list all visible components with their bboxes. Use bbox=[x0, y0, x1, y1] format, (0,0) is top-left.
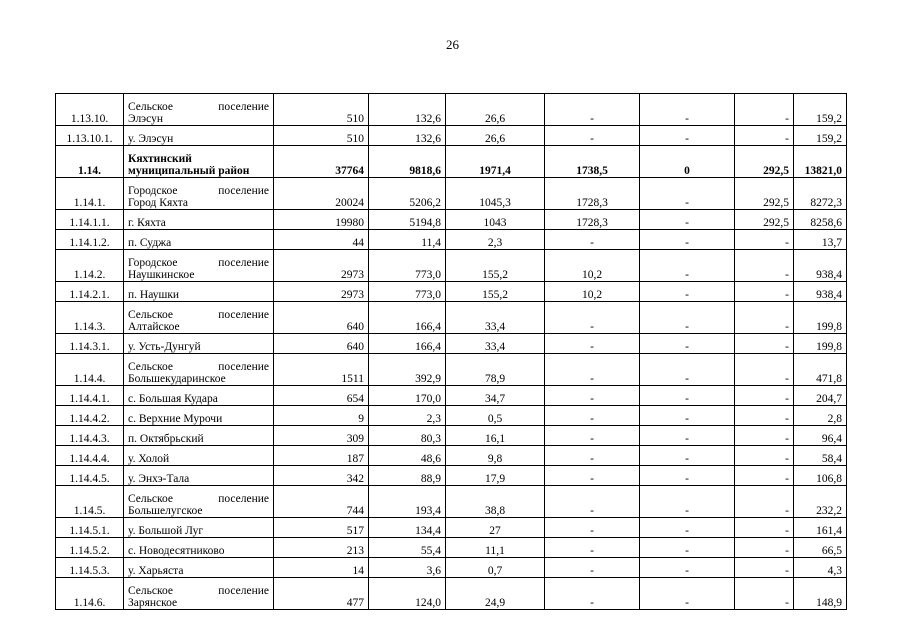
value-cell-3: 2,3 bbox=[446, 230, 545, 250]
table-row bbox=[56, 282, 847, 302]
value-cell-2: 134,4 bbox=[369, 518, 446, 538]
population-cell: 37764 bbox=[274, 146, 369, 178]
value-cell-3: 0,5 bbox=[446, 406, 545, 426]
value-cell-6: - bbox=[735, 230, 794, 250]
row-name: с. Верхние Мурочи bbox=[124, 406, 274, 426]
value-cell-6: - bbox=[735, 486, 794, 518]
value-cell-3: 16,1 bbox=[446, 426, 545, 446]
value-cell-4: - bbox=[545, 558, 640, 578]
row-code: 1.14.1. bbox=[56, 178, 124, 210]
table-row bbox=[56, 538, 847, 558]
name-word: поселение bbox=[218, 585, 269, 597]
value-cell-5: - bbox=[640, 334, 735, 354]
value-cell-2: 170,0 bbox=[369, 386, 446, 406]
value-cell-3: 26,6 bbox=[446, 126, 545, 146]
row-name: п. Суджа bbox=[124, 230, 274, 250]
value-cell-3: 78,9 bbox=[446, 354, 545, 386]
value-cell-2: 11,4 bbox=[369, 230, 446, 250]
value-cell-2: 132,6 bbox=[369, 126, 446, 146]
value-cell-2: 55,4 bbox=[369, 538, 446, 558]
name-word: Кяхтинский bbox=[128, 153, 192, 165]
name-line: Большекударинское bbox=[128, 373, 226, 385]
value-cell-6: - bbox=[735, 578, 794, 610]
row-code: 1.14.2. bbox=[56, 250, 124, 282]
value-cell-3: 11,1 bbox=[446, 538, 545, 558]
value-cell-2: 5194,8 bbox=[369, 210, 446, 230]
value-cell-3: 155,2 bbox=[446, 282, 545, 302]
value-cell-3: 155,2 bbox=[446, 250, 545, 282]
value-cell-5: - bbox=[640, 210, 735, 230]
row-code: 1.14.2.1. bbox=[56, 282, 124, 302]
value-cell-6: - bbox=[735, 426, 794, 446]
table-row bbox=[56, 466, 847, 486]
row-name: у. Большой Луг bbox=[124, 518, 274, 538]
table-row bbox=[56, 146, 847, 178]
population-cell: 510 bbox=[274, 126, 369, 146]
value-cell-6: - bbox=[735, 334, 794, 354]
value-cell-5: - bbox=[640, 94, 735, 126]
row-name bbox=[124, 146, 274, 178]
name-line: Зарянское bbox=[128, 597, 178, 609]
value-cell-2: 9818,6 bbox=[369, 146, 446, 178]
value-cell-2: 773,0 bbox=[369, 250, 446, 282]
name-word: Городское bbox=[128, 257, 178, 269]
population-cell: 309 bbox=[274, 426, 369, 446]
row-code: 1.14. bbox=[56, 146, 124, 178]
value-cell-4: - bbox=[545, 486, 640, 518]
value-cell-4: - bbox=[545, 354, 640, 386]
value-cell-2: 48,6 bbox=[369, 446, 446, 466]
value-cell-4: 10,2 bbox=[545, 250, 640, 282]
row-code: 1.14.5.1. bbox=[56, 518, 124, 538]
row-name bbox=[124, 94, 274, 126]
row-code: 1.14.5.2. bbox=[56, 538, 124, 558]
row-code: 1.14.3.1. bbox=[56, 334, 124, 354]
table-row bbox=[56, 334, 847, 354]
value-cell-6: - bbox=[735, 126, 794, 146]
name-word: Сельское bbox=[128, 493, 174, 505]
total-cell: 4,3 bbox=[794, 558, 847, 578]
value-cell-2: 124,0 bbox=[369, 578, 446, 610]
total-cell: 159,2 bbox=[794, 126, 847, 146]
row-code: 1.14.1.1. bbox=[56, 210, 124, 230]
population-cell: 744 bbox=[274, 486, 369, 518]
value-cell-6: - bbox=[735, 538, 794, 558]
value-cell-2: 773,0 bbox=[369, 282, 446, 302]
value-cell-4: - bbox=[545, 446, 640, 466]
total-cell: 161,4 bbox=[794, 518, 847, 538]
value-cell-2: 132,6 bbox=[369, 94, 446, 126]
population-cell: 640 bbox=[274, 302, 369, 334]
value-cell-5: - bbox=[640, 558, 735, 578]
page-number: 26 bbox=[446, 37, 459, 52]
row-name: п. Октябрьский bbox=[124, 426, 274, 446]
value-cell-5: - bbox=[640, 354, 735, 386]
row-code: 1.14.1.2. bbox=[56, 230, 124, 250]
value-cell-3: 27 bbox=[446, 518, 545, 538]
row-name: у. Энхэ-Тала bbox=[124, 466, 274, 486]
value-cell-2: 193,4 bbox=[369, 486, 446, 518]
row-code: 1.13.10. bbox=[56, 94, 124, 126]
row-code: 1.14.4. bbox=[56, 354, 124, 386]
value-cell-3: 24,9 bbox=[446, 578, 545, 610]
table-row bbox=[56, 230, 847, 250]
total-cell: 471,8 bbox=[794, 354, 847, 386]
row-name: г. Кяхта bbox=[124, 210, 274, 230]
value-cell-5: - bbox=[640, 426, 735, 446]
value-cell-4: - bbox=[545, 230, 640, 250]
value-cell-3: 26,6 bbox=[446, 94, 545, 126]
row-name: с. Большая Кудара bbox=[124, 386, 274, 406]
total-cell: 13821,0 bbox=[794, 146, 847, 178]
name-word: Сельское bbox=[128, 361, 174, 373]
table-row bbox=[56, 178, 847, 210]
row-name: у. Холой bbox=[124, 446, 274, 466]
name-word: поселение bbox=[218, 101, 269, 113]
population-cell: 517 bbox=[274, 518, 369, 538]
value-cell-2: 166,4 bbox=[369, 334, 446, 354]
value-cell-6: - bbox=[735, 518, 794, 538]
table-row bbox=[56, 446, 847, 466]
name-line: муниципальный район bbox=[128, 165, 250, 177]
value-cell-5: - bbox=[640, 230, 735, 250]
table-row bbox=[56, 406, 847, 426]
value-cell-5: - bbox=[640, 446, 735, 466]
value-cell-6: 292,5 bbox=[735, 178, 794, 210]
row-name bbox=[124, 578, 274, 610]
table-row bbox=[56, 354, 847, 386]
value-cell-4: - bbox=[545, 426, 640, 446]
value-cell-3: 1971,4 bbox=[446, 146, 545, 178]
table-row bbox=[56, 518, 847, 538]
name-word: Городское bbox=[128, 185, 178, 197]
row-code: 1.14.4.1. bbox=[56, 386, 124, 406]
total-cell: 13,7 bbox=[794, 230, 847, 250]
name-word: поселение bbox=[218, 185, 269, 197]
row-code: 1.14.5.3. bbox=[56, 558, 124, 578]
value-cell-4: - bbox=[545, 126, 640, 146]
table-body bbox=[56, 94, 847, 610]
value-cell-4: - bbox=[545, 518, 640, 538]
row-code: 1.14.6. bbox=[56, 578, 124, 610]
name-line: Алтайское bbox=[128, 321, 180, 333]
value-cell-4: - bbox=[545, 94, 640, 126]
value-cell-3: 33,4 bbox=[446, 302, 545, 334]
population-cell: 213 bbox=[274, 538, 369, 558]
value-cell-4: - bbox=[545, 334, 640, 354]
value-cell-5: - bbox=[640, 178, 735, 210]
name-word: Сельское bbox=[128, 101, 174, 113]
value-cell-5: - bbox=[640, 250, 735, 282]
total-cell: 199,8 bbox=[794, 302, 847, 334]
table-row bbox=[56, 486, 847, 518]
total-cell: 96,4 bbox=[794, 426, 847, 446]
name-word: поселение bbox=[218, 493, 269, 505]
value-cell-4: - bbox=[545, 302, 640, 334]
value-cell-2: 5206,2 bbox=[369, 178, 446, 210]
total-cell: 199,8 bbox=[794, 334, 847, 354]
value-cell-6: - bbox=[735, 250, 794, 282]
value-cell-4: - bbox=[545, 538, 640, 558]
value-cell-6: - bbox=[735, 354, 794, 386]
row-code: 1.14.4.3. bbox=[56, 426, 124, 446]
table-row bbox=[56, 386, 847, 406]
table-row bbox=[56, 578, 847, 610]
value-cell-5: - bbox=[640, 466, 735, 486]
name-word: поселение bbox=[218, 361, 269, 373]
total-cell: 8258,6 bbox=[794, 210, 847, 230]
row-name bbox=[124, 250, 274, 282]
name-word: поселение bbox=[218, 257, 269, 269]
table-row bbox=[56, 126, 847, 146]
value-cell-6: - bbox=[735, 94, 794, 126]
name-word: Сельское bbox=[128, 585, 174, 597]
row-code: 1.14.4.2. bbox=[56, 406, 124, 426]
value-cell-4: - bbox=[545, 406, 640, 426]
population-cell: 477 bbox=[274, 578, 369, 610]
value-cell-3: 1043 bbox=[446, 210, 545, 230]
total-cell: 232,2 bbox=[794, 486, 847, 518]
population-cell: 342 bbox=[274, 466, 369, 486]
value-cell-5: - bbox=[640, 282, 735, 302]
value-cell-2: 80,3 bbox=[369, 426, 446, 446]
table-row bbox=[56, 426, 847, 446]
name-word: Сельское bbox=[128, 309, 174, 321]
value-cell-6: 292,5 bbox=[735, 210, 794, 230]
value-cell-2: 3,6 bbox=[369, 558, 446, 578]
total-cell: 2,8 bbox=[794, 406, 847, 426]
table-row bbox=[56, 558, 847, 578]
population-cell: 1511 bbox=[274, 354, 369, 386]
value-cell-5: - bbox=[640, 538, 735, 558]
value-cell-2: 88,9 bbox=[369, 466, 446, 486]
population-cell: 510 bbox=[274, 94, 369, 126]
value-cell-4: - bbox=[545, 466, 640, 486]
row-code: 1.13.10.1. bbox=[56, 126, 124, 146]
value-cell-5: - bbox=[640, 578, 735, 610]
row-name: п. Наушки bbox=[124, 282, 274, 302]
population-cell: 14 bbox=[274, 558, 369, 578]
value-cell-5: - bbox=[640, 126, 735, 146]
value-cell-4: 10,2 bbox=[545, 282, 640, 302]
total-cell: 66,5 bbox=[794, 538, 847, 558]
value-cell-6: - bbox=[735, 386, 794, 406]
population-cell: 44 bbox=[274, 230, 369, 250]
value-cell-2: 166,4 bbox=[369, 302, 446, 334]
value-cell-4: 1728,3 bbox=[545, 178, 640, 210]
value-cell-4: 1738,5 bbox=[545, 146, 640, 178]
population-cell: 2973 bbox=[274, 250, 369, 282]
population-cell: 187 bbox=[274, 446, 369, 466]
population-cell: 640 bbox=[274, 334, 369, 354]
table-row bbox=[56, 210, 847, 230]
value-cell-3: 9,8 bbox=[446, 446, 545, 466]
row-name bbox=[124, 302, 274, 334]
total-cell: 58,4 bbox=[794, 446, 847, 466]
value-cell-5: - bbox=[640, 406, 735, 426]
value-cell-6: - bbox=[735, 282, 794, 302]
population-cell: 20024 bbox=[274, 178, 369, 210]
value-cell-3: 17,9 bbox=[446, 466, 545, 486]
value-cell-3: 0,7 bbox=[446, 558, 545, 578]
row-name: у. Элэсун bbox=[124, 126, 274, 146]
row-name: с. Новодесятниково bbox=[124, 538, 274, 558]
population-cell: 654 bbox=[274, 386, 369, 406]
value-cell-2: 2,3 bbox=[369, 406, 446, 426]
value-cell-5: - bbox=[640, 386, 735, 406]
total-cell: 148,9 bbox=[794, 578, 847, 610]
value-cell-6: 292,5 bbox=[735, 146, 794, 178]
value-cell-6: - bbox=[735, 446, 794, 466]
value-cell-3: 1045,3 bbox=[446, 178, 545, 210]
name-line: Элэсун bbox=[128, 113, 163, 125]
table-row bbox=[56, 94, 847, 126]
value-cell-3: 33,4 bbox=[446, 334, 545, 354]
total-cell: 938,4 bbox=[794, 282, 847, 302]
population-cell: 9 bbox=[274, 406, 369, 426]
value-cell-2: 392,9 bbox=[369, 354, 446, 386]
value-cell-6: - bbox=[735, 302, 794, 334]
name-line: Большелугское bbox=[128, 505, 203, 517]
value-cell-5: - bbox=[640, 302, 735, 334]
value-cell-5: - bbox=[640, 486, 735, 518]
row-name: у. Харьяста bbox=[124, 558, 274, 578]
population-cell: 2973 bbox=[274, 282, 369, 302]
population-cell: 19980 bbox=[274, 210, 369, 230]
row-code: 1.14.3. bbox=[56, 302, 124, 334]
value-cell-3: 38,8 bbox=[446, 486, 545, 518]
row-code: 1.14.4.4. bbox=[56, 446, 124, 466]
total-cell: 938,4 bbox=[794, 250, 847, 282]
name-line: Город Кяхта bbox=[128, 197, 188, 209]
table-row bbox=[56, 250, 847, 282]
name-line: Наушкинское bbox=[128, 269, 195, 281]
value-cell-4: 1728,3 bbox=[545, 210, 640, 230]
row-name: у. Усть-Дунгуй bbox=[124, 334, 274, 354]
total-cell: 8272,3 bbox=[794, 178, 847, 210]
row-name bbox=[124, 486, 274, 518]
value-cell-6: - bbox=[735, 466, 794, 486]
data-table bbox=[55, 93, 847, 610]
row-code: 1.14.4.5. bbox=[56, 466, 124, 486]
value-cell-6: - bbox=[735, 558, 794, 578]
value-cell-6: - bbox=[735, 406, 794, 426]
row-name bbox=[124, 178, 274, 210]
total-cell: 159,2 bbox=[794, 94, 847, 126]
row-code: 1.14.5. bbox=[56, 486, 124, 518]
total-cell: 204,7 bbox=[794, 386, 847, 406]
value-cell-5: - bbox=[640, 518, 735, 538]
value-cell-5: 0 bbox=[640, 146, 735, 178]
value-cell-4: - bbox=[545, 386, 640, 406]
name-word: поселение bbox=[218, 309, 269, 321]
table-row bbox=[56, 302, 847, 334]
value-cell-4: - bbox=[545, 578, 640, 610]
row-name bbox=[124, 354, 274, 386]
total-cell: 106,8 bbox=[794, 466, 847, 486]
value-cell-3: 34,7 bbox=[446, 386, 545, 406]
